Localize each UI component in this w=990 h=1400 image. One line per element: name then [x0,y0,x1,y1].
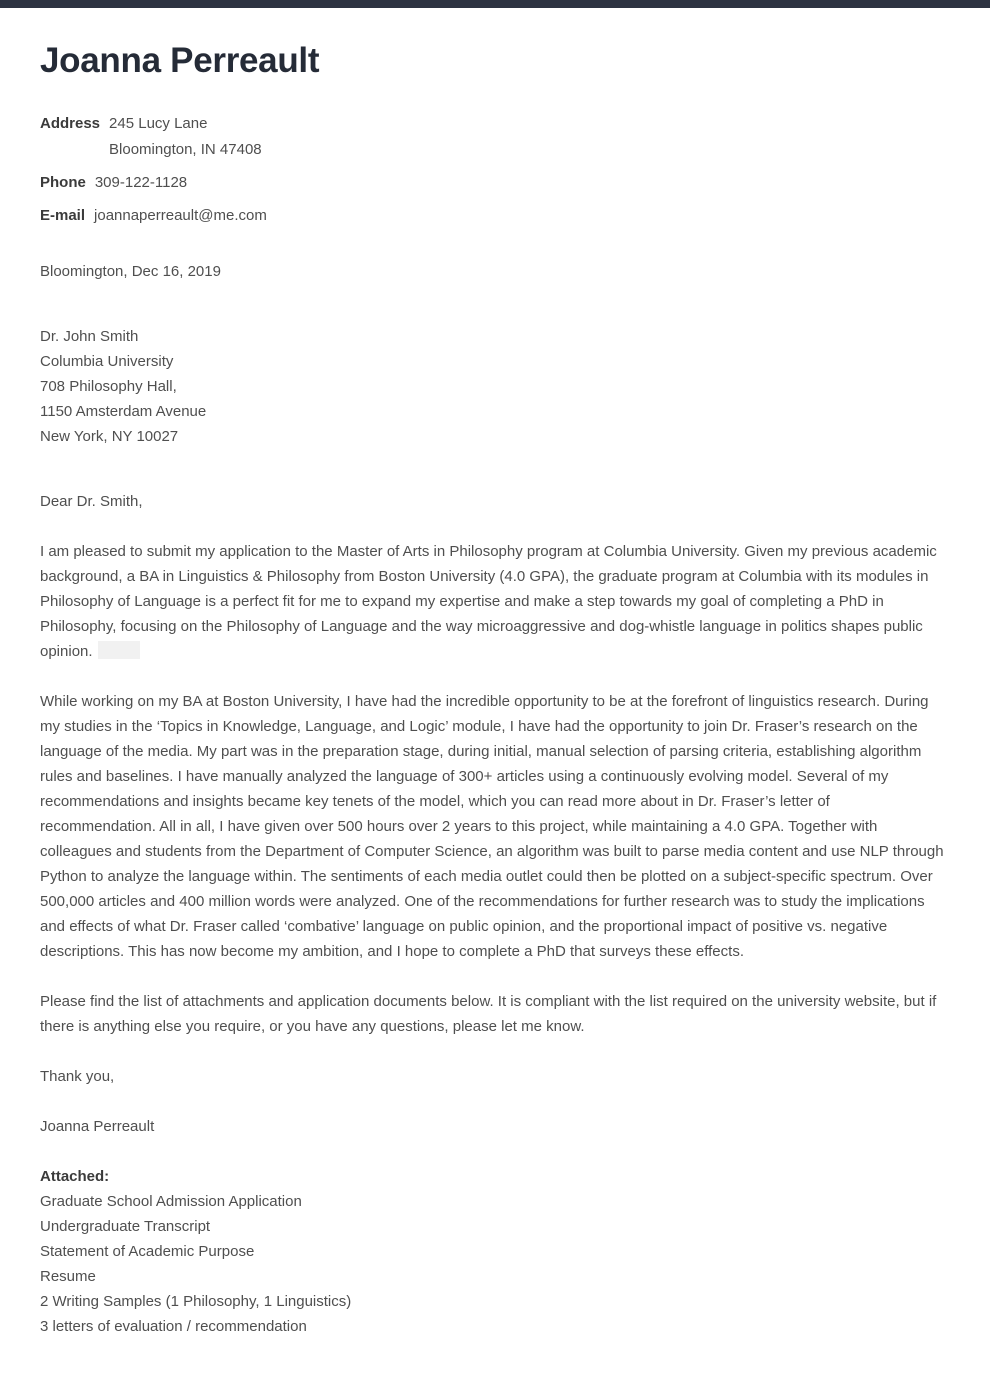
contact-row-email [40,203,947,229]
address-line-1: 245 Lucy Lane [109,115,208,132]
contact-row-address [40,111,947,163]
salutation: Dear Dr. Smith, [40,493,143,510]
attachment-item: Graduate School Admission Application [40,1193,302,1210]
attachments-section [40,1164,947,1339]
contact-row-phone [40,170,947,196]
attachment-item: 2 Writing Samples (1 Philosophy, 1 Linguistics) [40,1293,352,1310]
phone-value: 309-122-1128 [94,174,188,191]
address-value [109,111,262,163]
paragraph-intro [40,539,947,664]
address-line-2: Bloomington, IN 47408 [109,141,262,158]
email-label: E-mail [40,207,86,224]
email-value: joannaperreault@me.com [94,207,267,224]
paragraph-experience: While working on my BA at Boston University, I have had the incredible opportunity to be at the forefront of linguistics research. During my studies in the ‘Topics in Knowledge, Language, and Logic’ module, I have had the opportunity to join Dr. Fraser’s research on the language of the media. My part was in the preparation stage, during initial, manual selection of parsing criteria, establishing algorithm rules and baselines. I have manually analyzed the language of 300+ articles using a continuously evolving model. Several of my recommendations and insights became key tenets of the model, which you can read more about in Dr. Fraser’s letter of recommendation. All in all, I have given over 500 hours over 2 years to this project, while maintaining a 4.0 GPA. Together with colleagues and students from the Department of Computer Science, an algorithm was built to parse media content and use NLP through Python to analyze the language within. The sentiments of each media outlet could then be plotted on a subject-specific spectrum. Over 500,000 articles and 400 million words were analyzed. One of the recommendations for further research was to study the implications and effects of what Dr. Fraser called ‘combative’ language on public opinion, and the proportional impact of positive vs. negative descriptions. This has now become my ambition, and I hope to complete a PhD that surveys these effects. [40,693,944,960]
recipient-line: 1150 Amsterdam Avenue [40,403,207,420]
attachments-heading: Attached: [40,1168,110,1185]
recipient-line: New York, NY 10027 [40,428,179,445]
letter-body [40,259,947,1339]
applicant-name: Joanna Perreault [40,41,320,80]
attachment-item: 3 letters of evaluation / recommendation [40,1318,307,1335]
signature: Joanna Perreault [40,1118,155,1135]
attachment-item: Undergraduate Transcript [40,1218,211,1235]
contact-section [40,111,947,229]
recipient-block [40,324,947,449]
phone-label: Phone [40,174,86,191]
address-label: Address [40,115,101,132]
page-content [0,39,990,1339]
attachment-item: Statement of Academic Purpose [40,1243,255,1260]
paragraph-intro-text: I am pleased to submit my application to the Master of Arts in Philosophy program at Columbia University. Given my previous academic background, a BA in Linguistics & Philosophy from Boston University (4.0 GPA), the graduate program at Columbia with its modules in Philosophy of Language is a perfect fit for me to expand my expertise and make a step towards my goal of completing a PhD in Philosophy, focusing on the Philosophy of Language and the way microaggressive and dog-whistle language in politics shapes public opinion. [40,543,937,660]
attachment-item: Resume [40,1268,96,1285]
top-accent-bar [0,0,990,8]
paragraph-attachments-note: Please find the list of attachments and application documents below. It is compliant with the list required on the university website, but if there is anything else you require, or you have any questions, please let me know. [40,993,937,1035]
recipient-line: Columbia University [40,353,174,370]
date-line: Bloomington, Dec 16, 2019 [40,263,221,280]
selection-highlight-artifact [98,641,140,659]
recipient-line: Dr. John Smith [40,328,139,345]
recipient-line: 708 Philosophy Hall, [40,378,177,395]
closing: Thank you, [40,1068,115,1085]
